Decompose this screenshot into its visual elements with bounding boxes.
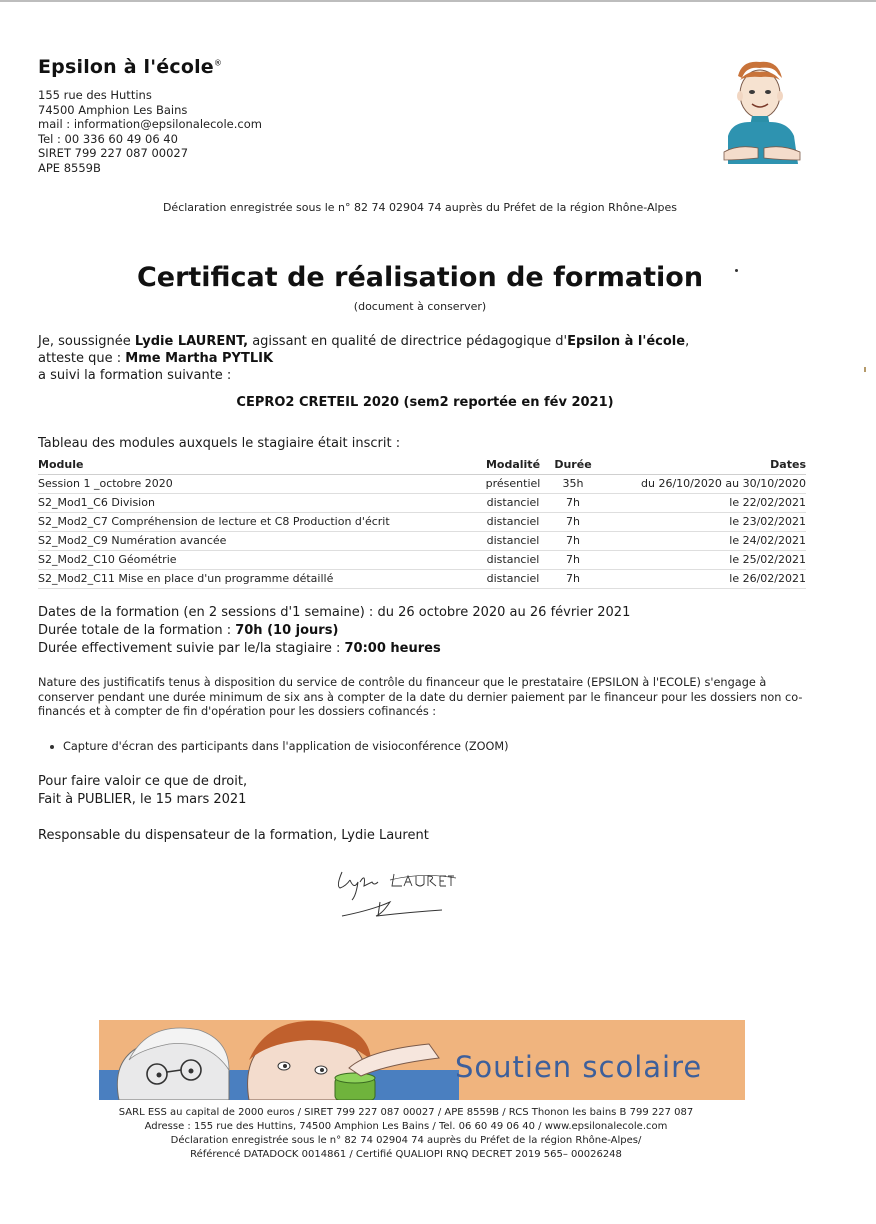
cell-dates: le 24/02/2021 — [598, 532, 806, 551]
cell-module: S2_Mod2_C10 Géométrie — [38, 551, 478, 570]
footer-line: Adresse : 155 rue des Huttins, 74500 Amphion Les Bains / Tel. 06 60 49 06 40 / www.epsilonalecole.com — [144, 1121, 668, 1132]
effective-duration: Durée effectivement suivie par le/la stagiaire : 70:00 heures — [38, 641, 441, 656]
header-dates: Dates — [598, 456, 806, 475]
cell-duree: 35h — [548, 475, 598, 494]
footer-line: Référencé DATADOCK 0014861 / Certifié QUALIOPI RNQ DECRET 2019 565– 00026248 — [190, 1149, 622, 1160]
closing-line-2: Fait à PUBLIER, le 15 mars 2021 — [38, 792, 247, 807]
cell-modalite: distanciel — [478, 532, 548, 551]
cell-duree: 7h — [548, 551, 598, 570]
course-name: CEPRO2 CRETEIL 2020 (sem2 reportée en fév 2021) — [236, 395, 614, 410]
banner-text: Soutien scolaire — [455, 1050, 703, 1084]
closing-block — [38, 773, 247, 809]
scan-edge-mark — [864, 367, 866, 372]
address-line: Tel : 00 336 60 49 06 40 — [38, 131, 178, 146]
bullet-dot-icon — [50, 745, 54, 749]
training-dates: Dates de la formation (en 2 sessions d'1 semaine) : du 26 octobre 2020 au 26 février 2021 — [38, 605, 631, 620]
cell-module: S2_Mod1_C6 Division — [38, 494, 478, 513]
cell-dates: le 22/02/2021 — [598, 494, 806, 513]
trainee-name: Mme Martha PYTLIK — [125, 351, 274, 366]
total-duration: Durée totale de la formation : 70h (10 jours) — [38, 623, 339, 638]
table-row — [38, 494, 806, 513]
table-row — [38, 532, 806, 551]
cell-dates: le 25/02/2021 — [598, 551, 806, 570]
table-header-row — [38, 456, 806, 475]
table-row — [38, 513, 806, 532]
cell-modalite: distanciel — [478, 551, 548, 570]
document-subtitle: (document à conserver) — [353, 300, 487, 313]
cell-dates: le 23/02/2021 — [598, 513, 806, 532]
attestation-line-2: atteste que : Mme Martha PYTLIK — [38, 351, 274, 366]
cell-duree: 7h — [548, 532, 598, 551]
company-address — [38, 88, 262, 175]
header-module: Module — [38, 456, 478, 475]
footer-legal — [0, 1106, 812, 1162]
table-row — [38, 551, 806, 570]
table-row — [38, 570, 806, 589]
closing-line-1: Pour faire valoir ce que de droit, — [38, 774, 248, 789]
attestation-line-3: a suivi la formation suivante : — [38, 368, 232, 383]
cell-module: S2_Mod2_C11 Mise en place d'un programme détaillé — [38, 570, 478, 589]
banner-children-illustration — [99, 1020, 459, 1100]
cell-modalite: distanciel — [478, 570, 548, 589]
address-line: APE 8559B — [38, 160, 101, 175]
attestation-line-1: Je, soussignée Lydie LAURENT, agissant en qualité de directrice pédagogique d'Epsilon à l'école, — [38, 334, 690, 349]
cell-modalite: distanciel — [478, 494, 548, 513]
cell-duree: 7h — [548, 570, 598, 589]
mascot-child-illustration — [718, 56, 802, 164]
modules-table-title: Tableau des modules auxquels le stagiaire était inscrit : — [38, 436, 401, 451]
declaration-text: Déclaration enregistrée sous le n° 82 74 02904 74 auprès du Préfet de la région Rhône-Alpes — [162, 201, 678, 214]
address-line: 155 rue des Huttins — [38, 88, 152, 102]
title-dot-mark — [735, 269, 738, 272]
header-modalite: Modalité — [478, 456, 548, 475]
soutien-scolaire-banner — [99, 1020, 745, 1100]
organization-name: Epsilon à l'école — [567, 334, 686, 349]
handwritten-signature — [332, 866, 462, 926]
cell-modalite: distanciel — [478, 513, 548, 532]
address-line: SIRET 799 227 087 00027 — [38, 146, 189, 160]
footer-line: Déclaration enregistrée sous le n° 82 74 02904 74 auprès du Préfet de la région Rhône-Alpes/ — [170, 1135, 642, 1146]
attestation-paragraph — [38, 333, 689, 384]
modules-table — [38, 456, 806, 589]
address-line: 74500 Amphion Les Bains — [38, 102, 188, 117]
company-name: Epsilon à l'école® — [38, 56, 223, 78]
cell-dates: du 26/10/2020 au 30/10/2020 — [598, 475, 806, 494]
justification-paragraph: Nature des justificatifs tenus à disposition du service de contrôle du financeur que le prestataire (EPSILON à l'ECOLE) s'engage à conserver pendant une durée minimum de six ans à compter de la date du dernier paiement par le financeur pour les dossiers non co-financés et à compter de fin d'opération pour les dossiers cofinancés : — [38, 676, 803, 718]
cell-duree: 7h — [548, 494, 598, 513]
responsible-line: Responsable du dispensateur de la formation, Lydie Laurent — [38, 828, 429, 843]
header-duree: Durée — [548, 456, 598, 475]
cell-module: Session 1 _octobre 2020 — [38, 475, 478, 494]
table-row — [38, 475, 806, 494]
address-line: mail : information@epsilonalecole.com — [38, 117, 262, 131]
training-dates-block — [38, 604, 630, 658]
justification-bullet: Capture d'écran des participants dans l'application de visioconférence (ZOOM) — [50, 740, 509, 753]
cell-dates: le 26/02/2021 — [598, 570, 806, 589]
page-top-border — [0, 0, 876, 2]
cell-module: S2_Mod2_C7 Compréhension de lecture et C8 Production d'écrit — [38, 513, 478, 532]
footer-line: SARL ESS au capital de 2000 euros / SIRET 799 227 087 00027 / APE 8559B / RCS Thonon les bains B 799 227 087 — [118, 1107, 694, 1118]
cell-module: S2_Mod2_C9 Numération avancée — [38, 532, 478, 551]
signer-name: Lydie LAURENT, — [134, 334, 249, 349]
document-title: Certificat de réalisation de formation — [136, 262, 704, 293]
cell-duree: 7h — [548, 513, 598, 532]
cell-modalite: présentiel — [478, 475, 548, 494]
